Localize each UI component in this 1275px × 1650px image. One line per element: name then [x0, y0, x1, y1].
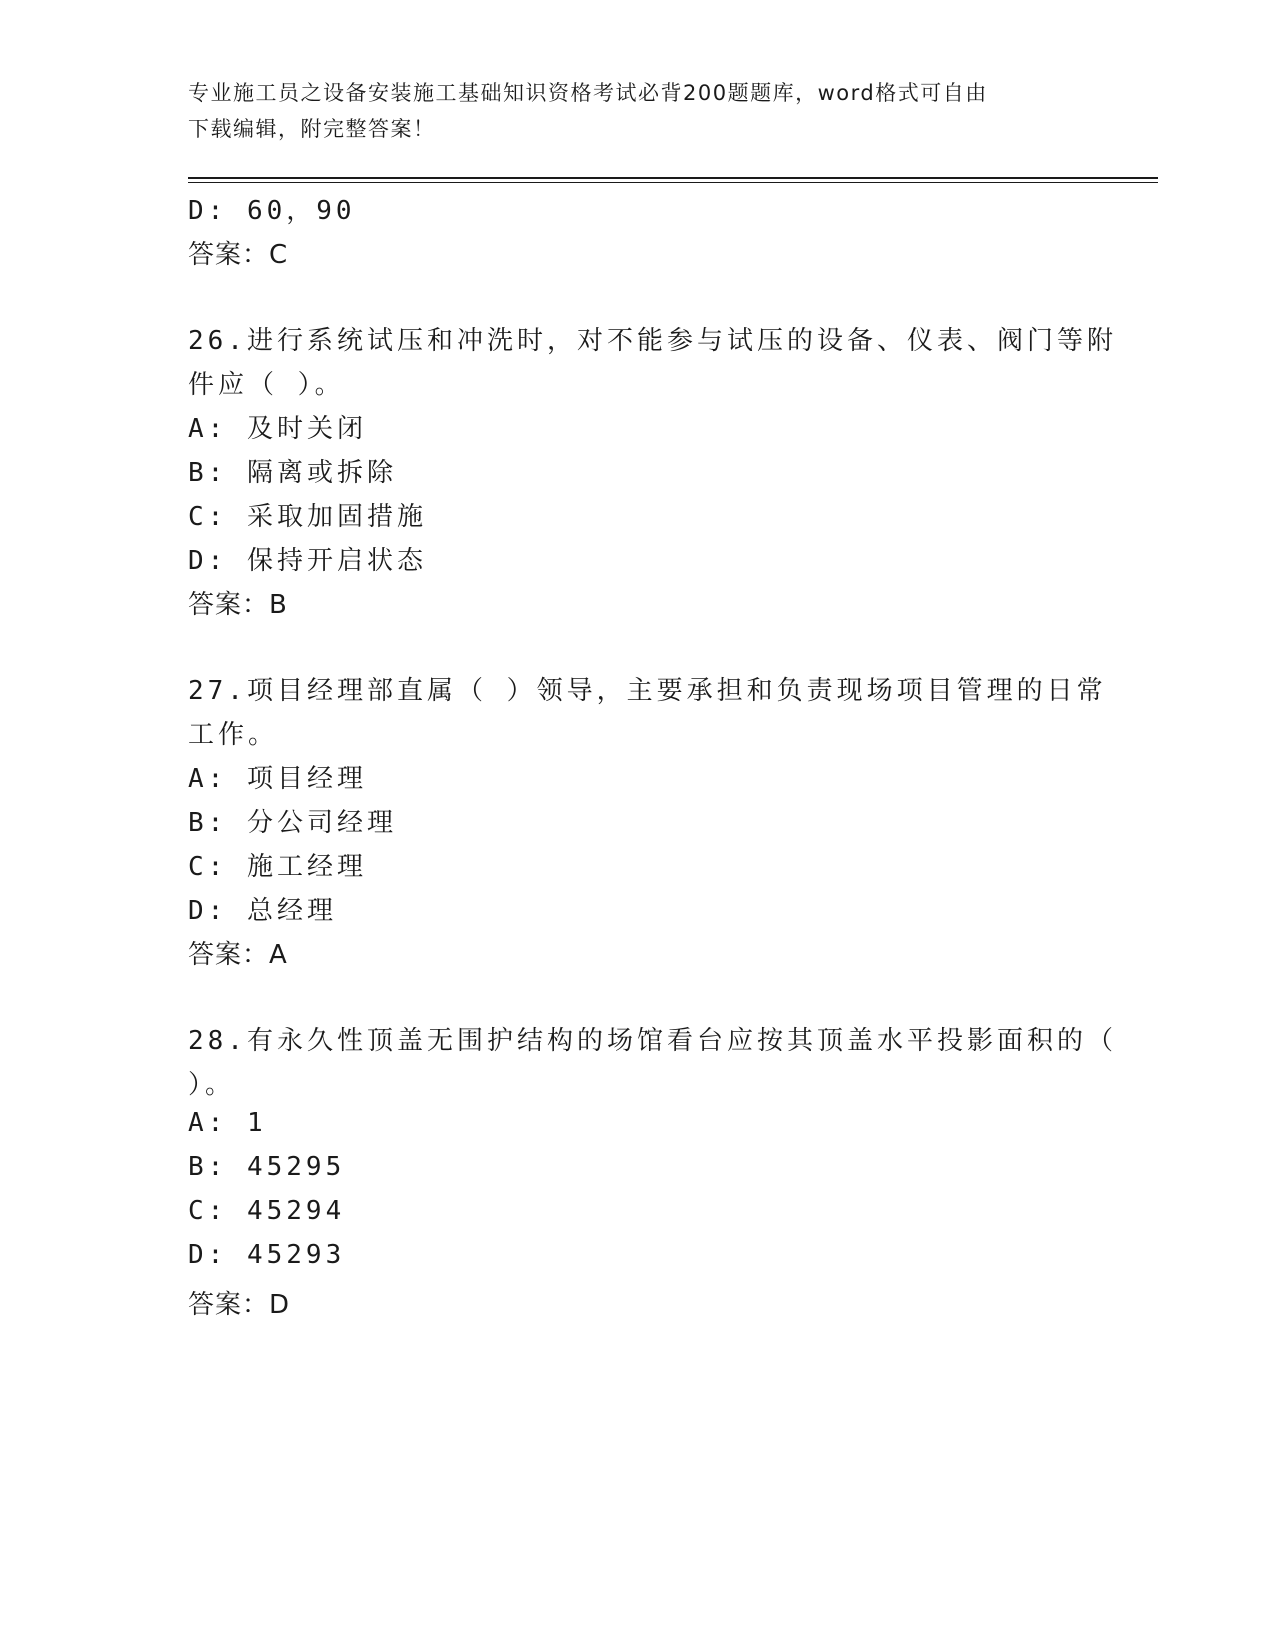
q26-option-c: C: 采取加固措施: [188, 502, 427, 532]
prev-option-d: D: 60，90: [188, 196, 356, 226]
q26-option-d: D: 保持开启状态: [188, 546, 427, 576]
q26-stem-line-1: 26.进行系统试压和冲洗时，对不能参与试压的设备、仪表、阀门等附: [188, 326, 1117, 356]
document-header: [188, 75, 1088, 147]
q26-stem-line-2: 件应（ ）。: [188, 370, 345, 400]
q28-answer: 答案：D: [188, 1290, 291, 1320]
q28-stem-line-1: 28.有永久性顶盖无围护结构的场馆看台应按其顶盖水平投影面积的（: [188, 1026, 1117, 1056]
q28-option-b: B: 45295: [188, 1152, 346, 1182]
q26-option-b: B: 隔离或拆除: [188, 458, 397, 488]
q28-option-c: C: 45294: [188, 1196, 346, 1226]
q28-option-a: A: 1: [188, 1108, 267, 1138]
q28-stem-line-2: ）。: [188, 1070, 236, 1100]
q28-option-d: D: 45293: [188, 1240, 346, 1270]
q27-option-c: C: 施工经理: [188, 852, 367, 882]
q26-answer: 答案：B: [188, 590, 288, 620]
header-divider-thick: [188, 177, 1158, 179]
header-divider-thin: [188, 182, 1158, 183]
q27-option-b: B: 分公司经理: [188, 808, 397, 838]
q26-option-a: A: 及时关闭: [188, 414, 367, 444]
header-line-1: 专业施工员之设备安装施工基础知识资格考试必背200题题库，word格式可自由: [188, 81, 988, 105]
q27-answer: 答案：A: [188, 940, 288, 970]
q27-stem-line-2: 工作。: [188, 720, 279, 750]
q27-stem-line-1: 27.项目经理部直属（ ）领导，主要承担和负责现场项目管理的日常: [188, 676, 1107, 706]
q27-option-a: A: 项目经理: [188, 764, 367, 794]
prev-answer: 答案：C: [188, 240, 289, 270]
q27-option-d: D: 总经理: [188, 896, 337, 926]
header-line-2: 下载编辑，附完整答案！: [188, 117, 436, 141]
